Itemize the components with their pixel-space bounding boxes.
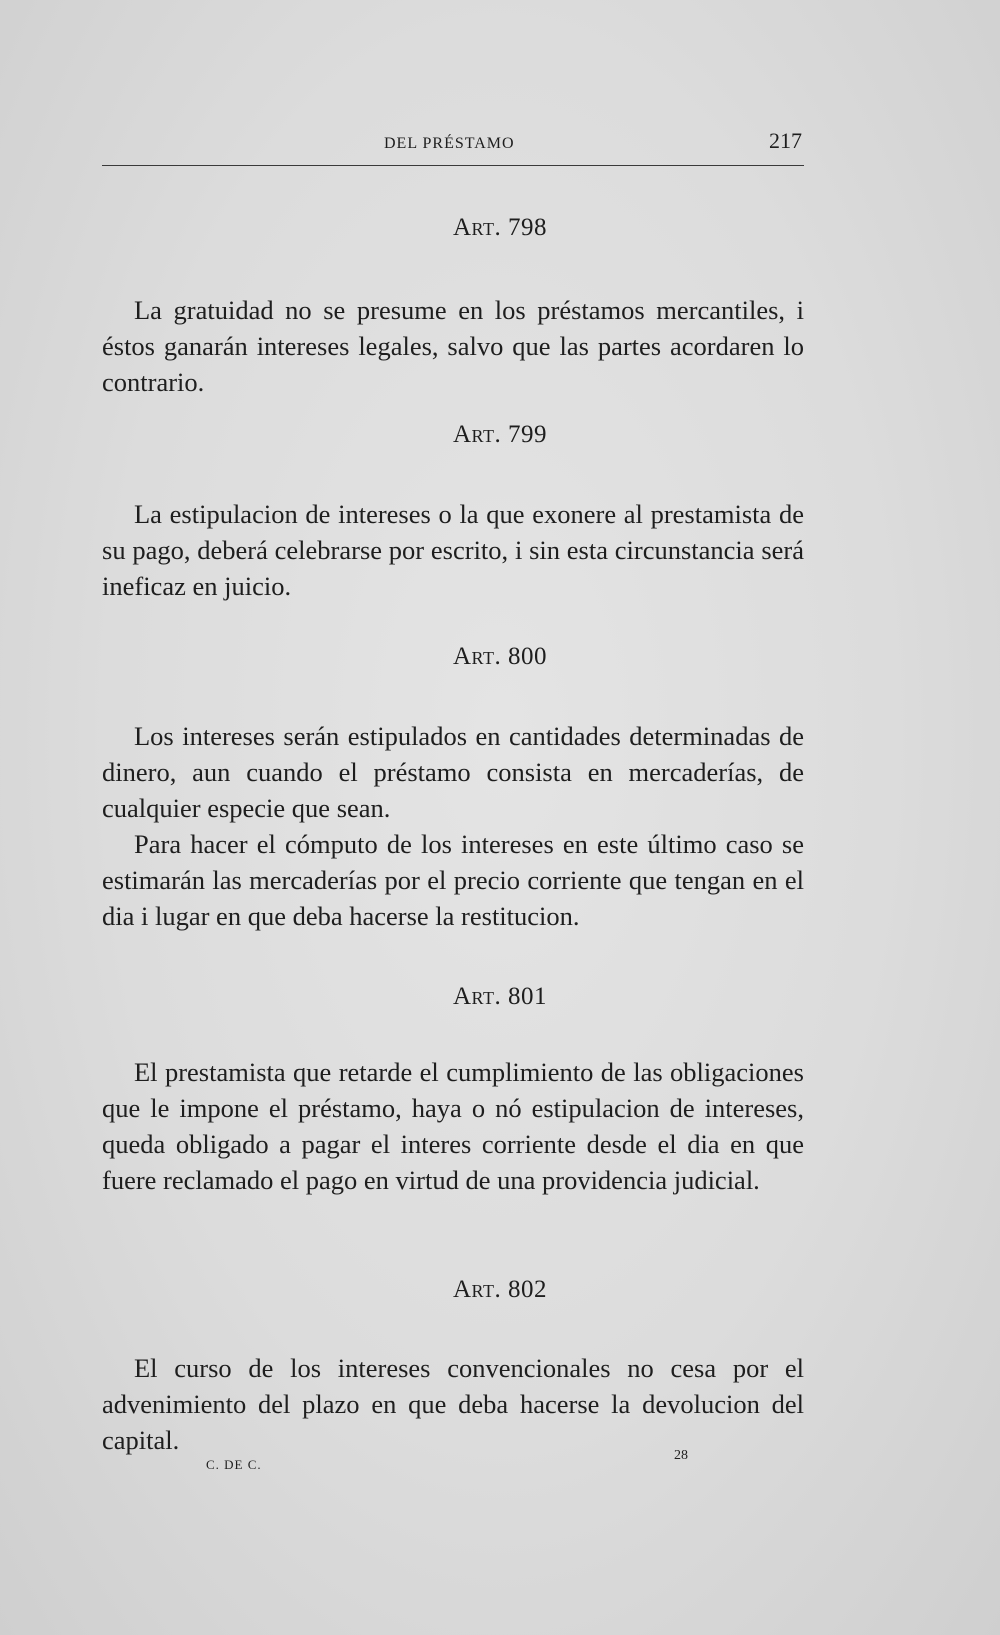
- article-heading-798: [0, 214, 1000, 242]
- page-header: [102, 128, 802, 162]
- article-number: 802: [507, 1276, 547, 1303]
- article-802-paragraph: El curso de los intereses convencionales no cesa por el advenimiento del plazo en que deba hacerse la devolucion del capital.: [102, 1353, 804, 1455]
- article-heading-799: [0, 421, 1000, 449]
- article-800-paragraph-2: Para hacer el cómputo de los intereses en este último caso se estimarán las mercaderías por el precio corriente que tengan en el dia i lugar en que deba hacerse la restitucion.: [102, 829, 804, 931]
- article-801-paragraph: El prestamista que retarde el cumplimiento de las obligaciones que le impone el préstamo, haya o nó estipulacion de intereses, queda obligado a pagar el interes corriente desde el dia en que fuere reclamado el pago en virtud de una providencia judicial.: [102, 1057, 804, 1195]
- sheet-number: 28: [674, 1448, 688, 1463]
- article-heading-802: [0, 1276, 1000, 1304]
- article-800-paragraph-1: Los intereses serán estipulados en cantidades determinadas de dinero, aun cuando el préstamo consista en mercaderías, de cualquier especie que sean.: [102, 721, 804, 823]
- running-head: DEL PRÉSTAMO: [384, 135, 515, 152]
- article-number: 798: [507, 214, 547, 241]
- article-number: 801: [507, 983, 547, 1010]
- article-prefix: Art.: [453, 983, 502, 1010]
- article-prefix: Art.: [453, 1276, 502, 1303]
- header-rule: [102, 165, 804, 166]
- article-number: 800: [507, 643, 547, 670]
- page-number: 217: [769, 128, 802, 153]
- signature-mark: C. DE C.: [206, 1457, 262, 1472]
- article-heading-800: [0, 643, 1000, 671]
- article-prefix: Art.: [453, 214, 502, 241]
- article-number: 799: [507, 421, 547, 448]
- article-799-paragraph: La estipulacion de intereses o la que exonere al prestamista de su pago, deberá celebrarse por escrito, i sin esta circunstancia será ineficaz en juicio.: [102, 499, 804, 601]
- article-798-paragraph: La gratuidad no se presume en los préstamos mercantiles, i éstos ganarán intereses legales, salvo que las partes acordaren lo contrario.: [102, 295, 804, 397]
- article-heading-801: [0, 983, 1000, 1011]
- article-prefix: Art.: [453, 643, 502, 670]
- article-prefix: Art.: [453, 421, 502, 448]
